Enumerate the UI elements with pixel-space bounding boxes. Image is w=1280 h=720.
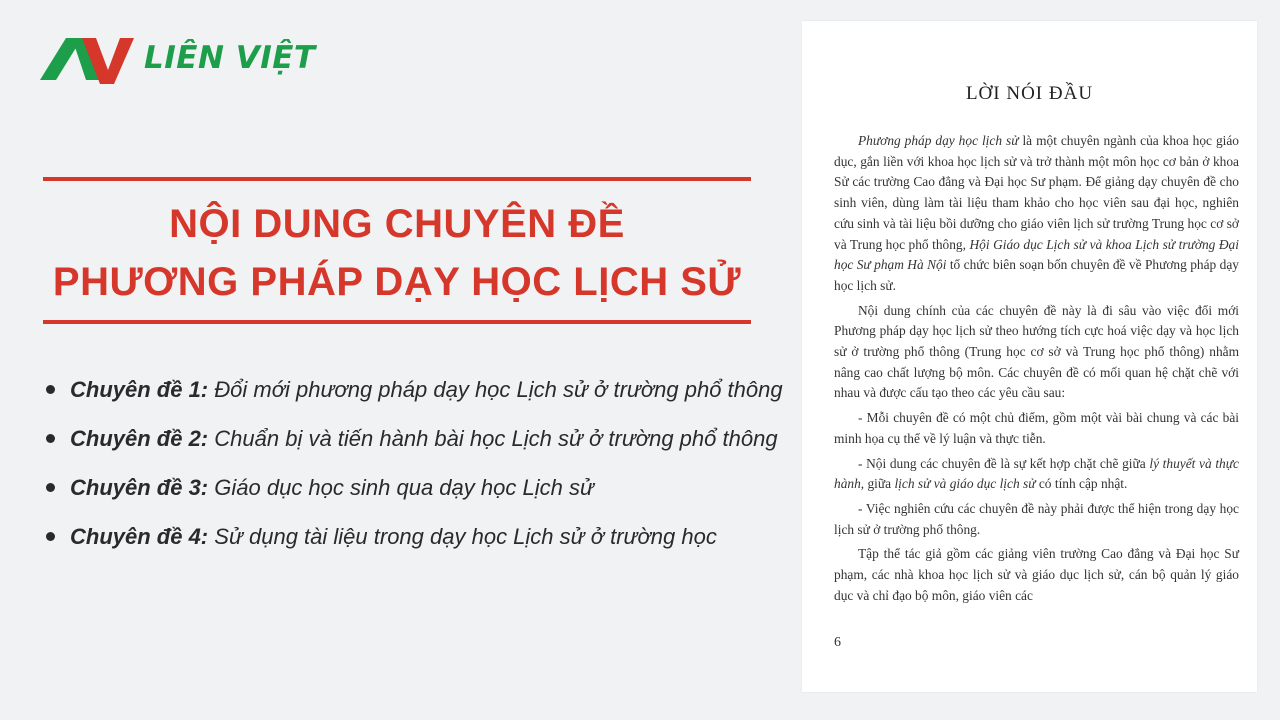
bullet-icon <box>46 483 55 492</box>
scanned-book-page <box>802 21 1257 692</box>
book-page-body <box>834 131 1239 610</box>
book-page-heading: LỜI NÓI ĐẦU <box>965 83 1094 104</box>
list-item <box>46 368 783 417</box>
paragraph: - Việc nghiên cứu các chuyên đề này phải được thể hiện trong dạy học lịch sử ở trường phổ thông. <box>834 500 1239 537</box>
bullet-icon <box>46 434 55 443</box>
title-line-1: NỘI DUNG CHUYÊN ĐỀ <box>169 202 625 246</box>
list-item <box>46 466 783 515</box>
topic-key: Chuyên đề 3: <box>70 475 209 500</box>
topic-text: Chuẩn bị và tiến hành bài học Lịch sử ở trường phổ thông <box>214 426 778 451</box>
topic-list <box>46 368 783 564</box>
list-item <box>46 417 783 466</box>
page-title <box>43 195 751 311</box>
page-number: 6 <box>834 635 841 650</box>
title-rule-bottom <box>43 320 751 324</box>
paragraph: Phương pháp dạy học lịch sử là một chuyên ngành của khoa học giáo dục, gắn liền với khoa học lịch sử và trở thành một môn học cơ bản ở khoa Sử các trường Cao đẳng và Đại học Sư phạm. Để giảng dạy chuyên đề cho sinh viên, dùng làm tài liệu tham khảo cho học viên sau đại học, nghiên cứu sinh và tài liệu bồi dưỡng cho giáo viên lịch sử trường Trung học cơ sở và Trung học phổ thông, Hội Giáo dục Lịch sử và khoa Lịch sử trường Đại học Sư phạm Hà Nội tổ chức biên soạn bốn chuyên đề về Phương pháp dạy học lịch sử. <box>834 133 1240 293</box>
topic-text: Giáo dục học sinh qua dạy học Lịch sử <box>214 475 594 500</box>
bullet-icon <box>46 532 55 541</box>
lien-viet-logo-icon <box>38 30 136 86</box>
title-rule-top <box>43 177 751 181</box>
bullet-icon <box>46 385 55 394</box>
paragraph: Tập thể tác giả gồm các giảng viên trường Cao đẳng và Đại học Sư phạm, các nhà khoa học lịch sử và giáo dục lịch sử, cán bộ quản lý giáo dục và chỉ đạo bộ môn, giáo viên các <box>834 546 1239 603</box>
topic-key: Chuyên đề 4: <box>70 524 209 549</box>
topic-key: Chuyên đề 2: <box>70 426 209 451</box>
topic-text: Đổi mới phương pháp dạy học Lịch sử ở trường phổ thông <box>214 377 783 402</box>
topic-key: Chuyên đề 1: <box>70 377 209 402</box>
list-item <box>46 515 783 564</box>
topic-text: Sử dụng tài liệu trong dạy học Lịch sử ở trường học <box>214 524 717 549</box>
paragraph: - Mỗi chuyên đề có một chủ điểm, gồm một vài bài chung và các bài minh họa cụ thể về lý luận và thực tiễn. <box>834 410 1239 446</box>
paragraph: Nội dung chính của các chuyên đề này là đi sâu vào việc đổi mới Phương pháp dạy học lịch sử theo hướng tích cực hoá việc dạy và học lịch sử ở trường phổ thông (Trung học cơ sở và Trung học phổ thông) nhằm nâng cao chất lượng bộ môn. Các chuyên đề có mối quan hệ chặt chẽ với nhau và được cấu tạo theo các yêu cầu sau: <box>834 302 1239 401</box>
brand-logo <box>38 30 316 86</box>
paragraph: - Nội dung các chuyên đề là sự kết hợp chặt chẽ giữa lý thuyết và thực hành, giữa lịch sử và giáo dục lịch sử có tính cập nhật. <box>834 455 1239 492</box>
brand-name: LIÊN VIỆT <box>144 40 316 76</box>
title-line-2: PHƯƠNG PHÁP DẠY HỌC LỊCH SỬ <box>52 260 742 304</box>
